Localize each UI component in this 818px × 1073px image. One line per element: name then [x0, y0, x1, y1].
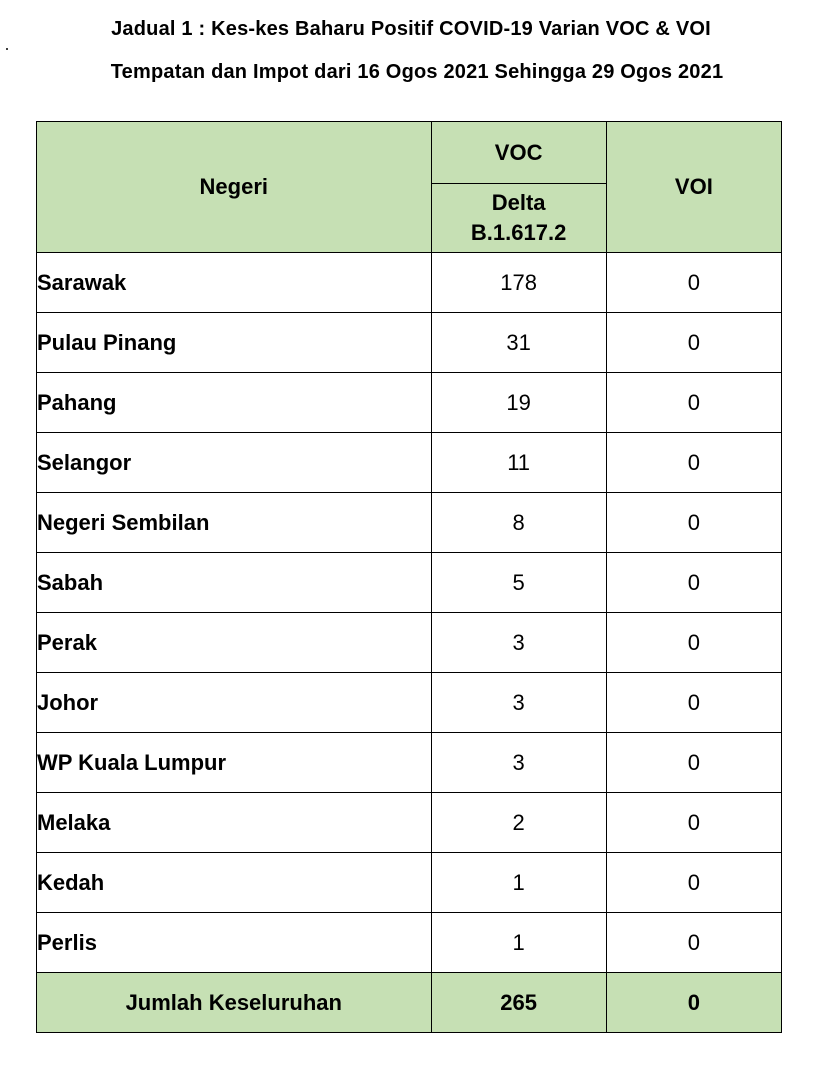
state-name: Negeri Sembilan — [37, 493, 432, 553]
table-row — [37, 553, 782, 613]
voi-count: 0 — [606, 793, 781, 853]
state-name: Johor — [37, 673, 432, 733]
delta-count: 5 — [431, 553, 606, 613]
state-name: Melaka — [37, 793, 432, 853]
voi-count: 0 — [606, 373, 781, 433]
total-label: Jumlah Keseluruhan — [37, 973, 432, 1033]
covid-variant-cases-table — [36, 121, 782, 1033]
voi-count: 0 — [606, 913, 781, 973]
header-state: Negeri — [37, 122, 432, 253]
voi-count: 0 — [606, 433, 781, 493]
delta-count: 1 — [431, 853, 606, 913]
delta-count: 2 — [431, 793, 606, 853]
table-row — [37, 733, 782, 793]
voi-count: 0 — [606, 673, 781, 733]
header-delta-name: Delta — [491, 190, 546, 216]
delta-count: 31 — [431, 313, 606, 373]
table-row — [37, 373, 782, 433]
table-row — [37, 493, 782, 553]
state-name: Perak — [37, 613, 432, 673]
table-title-line-1: Jadual 1 : Kes-kes Baharu Positif COVID-19 Varian VOC & VOI — [111, 18, 711, 40]
table-row — [37, 913, 782, 973]
table-row — [37, 793, 782, 853]
state-name: Pulau Pinang — [37, 313, 432, 373]
delta-count: 3 — [431, 673, 606, 733]
voi-count: 0 — [606, 733, 781, 793]
delta-count: 19 — [431, 373, 606, 433]
voi-count: 0 — [606, 493, 781, 553]
table-row — [37, 433, 782, 493]
voi-count: 0 — [606, 553, 781, 613]
table-row — [37, 313, 782, 373]
header-delta — [431, 184, 606, 253]
stray-dot — [6, 48, 8, 50]
state-name: WP Kuala Lumpur — [37, 733, 432, 793]
voi-count: 0 — [606, 253, 781, 313]
voi-count: 0 — [606, 613, 781, 673]
state-name: Selangor — [37, 433, 432, 493]
table-row — [37, 853, 782, 913]
state-name: Pahang — [37, 373, 432, 433]
delta-count: 3 — [431, 733, 606, 793]
voi-count: 0 — [606, 313, 781, 373]
delta-count: 3 — [431, 613, 606, 673]
total-voi-count: 0 — [606, 973, 781, 1033]
total-row — [37, 973, 782, 1033]
state-name: Sabah — [37, 553, 432, 613]
state-name: Kedah — [37, 853, 432, 913]
delta-count: 11 — [431, 433, 606, 493]
total-delta-count: 265 — [431, 973, 606, 1033]
voi-count: 0 — [606, 853, 781, 913]
delta-count: 1 — [431, 913, 606, 973]
state-name: Perlis — [37, 913, 432, 973]
table-row — [37, 253, 782, 313]
delta-count: 178 — [431, 253, 606, 313]
state-name: Sarawak — [37, 253, 432, 313]
header-voi: VOI — [606, 122, 781, 253]
table-row — [37, 613, 782, 673]
delta-count: 8 — [431, 493, 606, 553]
header-voc: VOC — [431, 122, 606, 184]
table-title-line-2: Tempatan dan Impot dari 16 Ogos 2021 Sehingga 29 Ogos 2021 — [110, 61, 724, 83]
table-row — [37, 673, 782, 733]
header-delta-lineage: B.1.617.2 — [470, 220, 567, 246]
